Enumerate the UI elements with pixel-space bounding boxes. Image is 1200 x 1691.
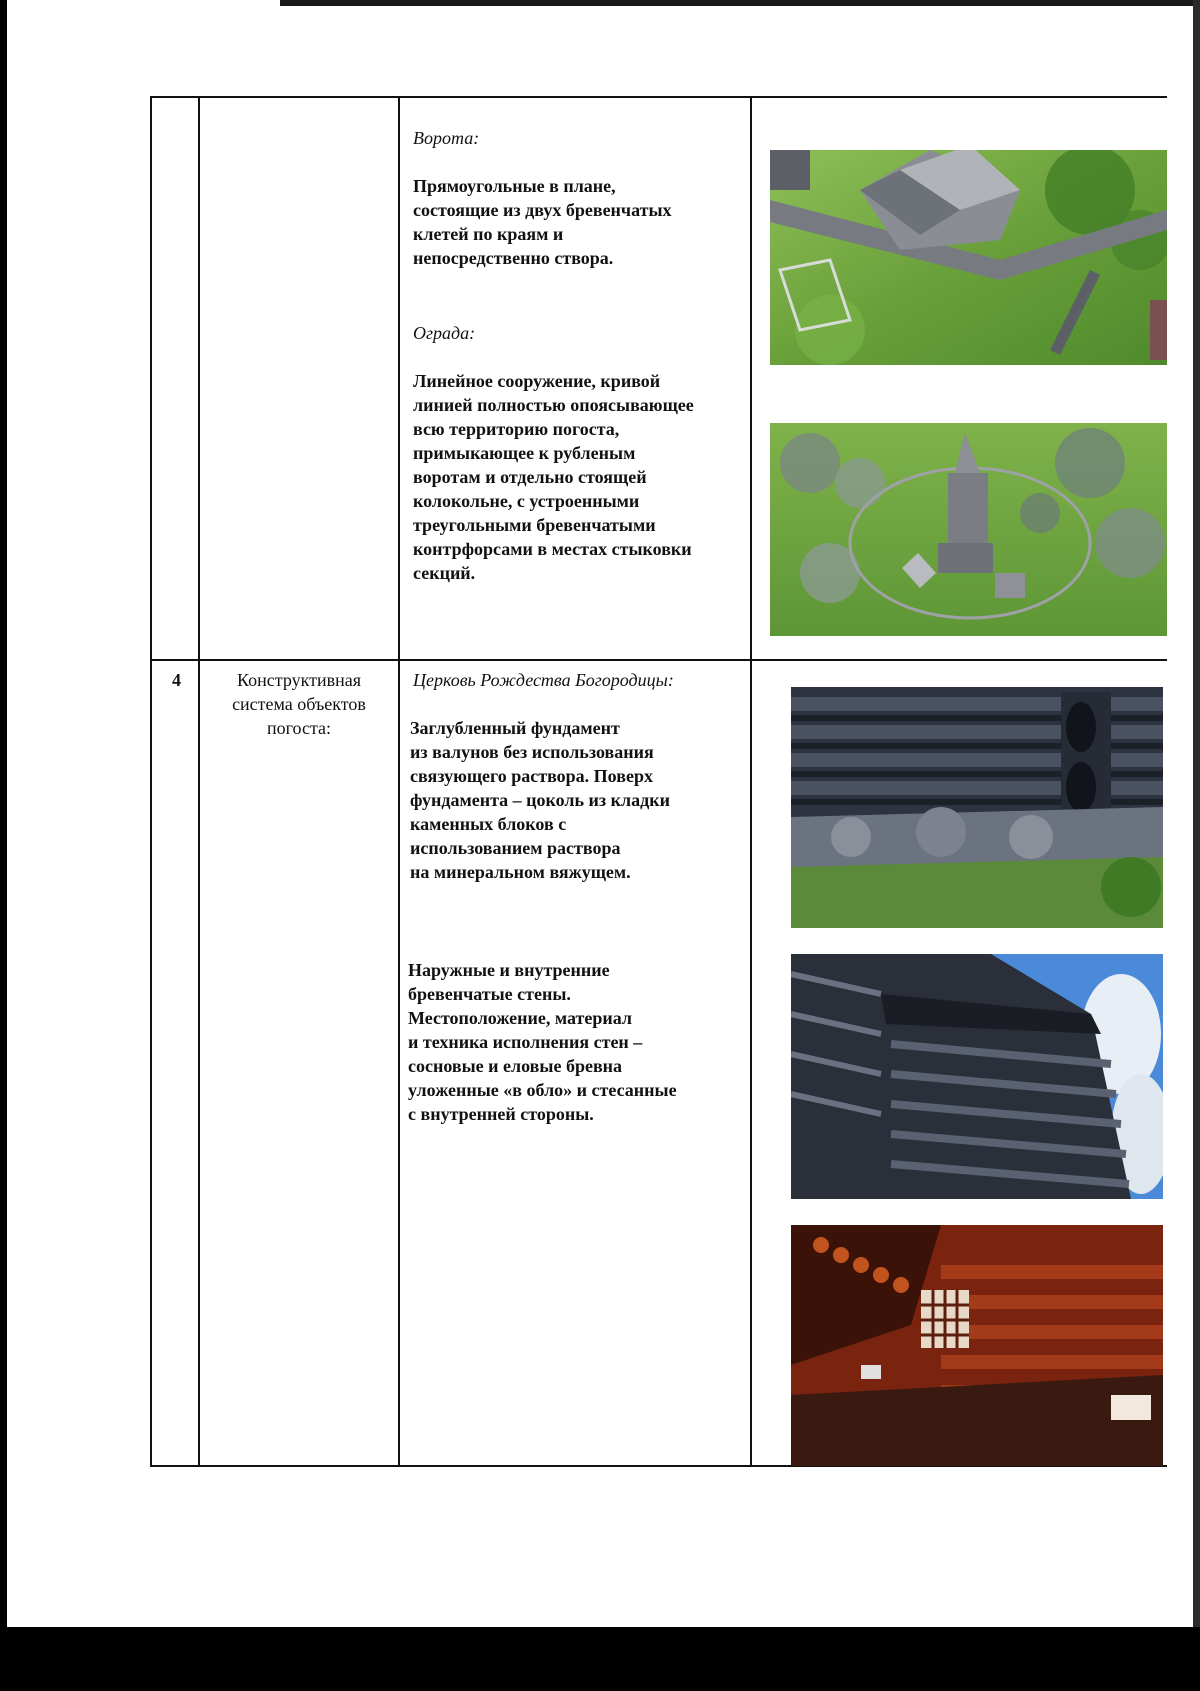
scan-border-left [0, 0, 7, 1691]
photo-gate-aerial [770, 150, 1167, 365]
scan-border-bottom [0, 1627, 1200, 1691]
gate-heading: Ворота: [413, 128, 480, 148]
photo-log-walls [791, 954, 1163, 1199]
scan-border-right [1193, 0, 1200, 1627]
photo-church-aerial [770, 423, 1167, 636]
church-heading: Церковь Рождества Богородицы: [413, 670, 674, 690]
row-number: 4 [172, 670, 181, 690]
photo-foundation [791, 687, 1163, 928]
photo-interior [791, 1225, 1163, 1466]
scan-border-top [280, 0, 1200, 6]
fence-heading: Ограда: [413, 323, 476, 343]
